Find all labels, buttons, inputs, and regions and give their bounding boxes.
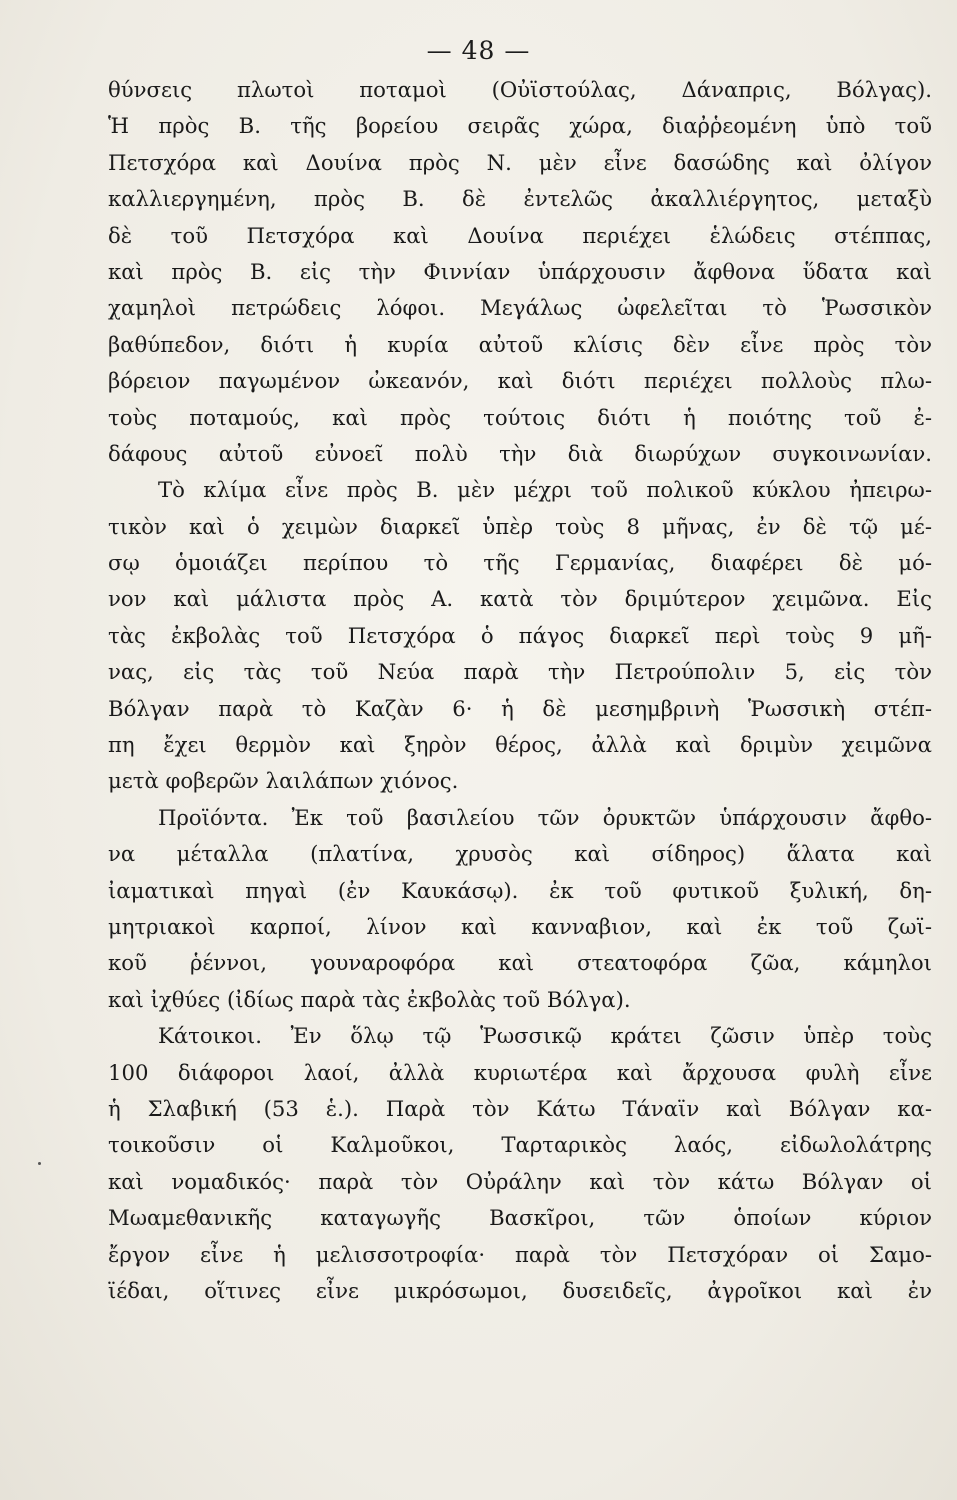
text-line: ἔργον εἶνε ἡ μελισσοτροφία· παρὰ τὸν Πετσχόραν οἱ Σαμο- xyxy=(108,1241,932,1267)
text-line: θύνσεις πλωτοὶ ποταμοὶ (Οὐϊστούλας, Δάναπρις, Βόλγας). xyxy=(108,77,932,102)
text-line: 100 διάφοροι λαοί, ἀλλὰ κυριωτέρα καὶ ἄρχουσα φυλὴ εἶνε xyxy=(108,1059,932,1085)
text-line: κοῦ ῥέννοι, γουναροφόρα καὶ στεατοφόρα ζῶα, κάμηλοι xyxy=(108,950,932,976)
text-line: Τὸ κλίμα εἶνε πρὸς Β. μὲν μέχρι τοῦ πολικοῦ κύκλου ἠπειρω- xyxy=(158,477,932,503)
text-line: καὶ πρὸς Β. εἰς τὴν Φιννίαν ὑπάρχουσιν ἄφθονα ὕδατα καὶ xyxy=(108,258,932,284)
text-line: Μωαμεθανικῆς καταγωγῆς Βασκῖροι, τῶν ὁποίων κύριον xyxy=(108,1205,932,1231)
page-number: — 48 — xyxy=(426,36,531,65)
text-line: Προϊόντα. Ἐκ τοῦ βασιλείου τῶν ὀρυκτῶν ὑπάρχουσιν ἄφθο- xyxy=(158,804,932,830)
text-line: μετὰ φοβερῶν λαιλάπων χιόνος. xyxy=(108,768,459,794)
text-line: δάφους αὐτοῦ εὐνοεῖ πολὺ τὴν διὰ διωρύχων συγκοινωνίαν. xyxy=(108,440,932,466)
text-line: νον καὶ μάλιστα πρὸς Α. κατὰ τὸν δριμύτερον χειμῶνα. Εἰς xyxy=(108,586,932,612)
text-line: καὶ νομαδικός· παρὰ τὸν Οὐράλην καὶ τὸν κάτω Βόλγαν οἱ xyxy=(108,1168,932,1194)
text-line: ἰαματικαὶ πηγαὶ (ἐν Καυκάσῳ). ἐκ τοῦ φυτικοῦ ξυλική, δη- xyxy=(108,877,932,903)
text-line: καὶ ἰχθύες (ἰδίως παρὰ τὰς ἐκβολὰς τοῦ Βόλγα). xyxy=(108,986,631,1012)
text-line: καλλιεργημένη, πρὸς Β. δὲ ἐντελῶς ἀκαλλιέργητος, μεταξὺ xyxy=(108,186,932,212)
text-line: Βόλγαν παρὰ τὸ Καζὰν 6· ἡ δὲ μεσημβρινὴ Ῥωσσικὴ στέπ- xyxy=(108,695,932,721)
text-line: να μέταλλα (πλατίνα, χρυσὸς καὶ σίδηρος) ἅλατα καὶ xyxy=(108,841,932,867)
text-line: μητριακοὶ καρποί, λίνον καὶ κανναβιον, καὶ ἐκ τοῦ ζωϊ- xyxy=(108,913,932,939)
text-line: χαμηλοὶ πετρώδεις λόφοι. Μεγάλως ὠφελεῖται τὸ Ῥωσσικὸν xyxy=(108,295,932,321)
text-line: βαθύπεδον, διότι ἡ κυρία αὐτοῦ κλίσις δὲν εἶνε πρὸς τὸν xyxy=(108,331,932,357)
text-line: Ἡ πρὸς Β. τῆς βορείου σειρᾶς χώρα, διαῤῥεομένη ὑπὸ τοῦ xyxy=(108,113,932,139)
text-line: πη ἔχει θερμὸν καὶ ξηρὸν θέρος, ἀλλὰ καὶ δριμὺν χειμῶνα xyxy=(108,732,932,758)
text-line: τικὸν καὶ ὁ χειμὼν διαρκεῖ ὑπὲρ τοὺς 8 μῆνας, ἐν δὲ τῷ μέ- xyxy=(108,513,932,539)
body-text xyxy=(108,72,932,1309)
text-line: νας, εἰς τὰς τοῦ Νεύα παρὰ τὴν Πετρούπολιν 5, εἰς τὸν xyxy=(108,659,932,685)
text-line: δὲ τοῦ Πετσχόρα καὶ Δουίνα περιέχει ἑλώδεις στέππας, xyxy=(108,222,932,248)
text-line: τοὺς ποταμούς, καὶ πρὸς τούτοις διότι ἡ ποιότης τοῦ ἐ- xyxy=(108,404,932,430)
text-line: Κάτοικοι. Ἐν ὅλῳ τῷ Ῥωσσικῷ κράτει ζῶσιν ὑπὲρ τοὺς xyxy=(158,1023,932,1049)
text-line: τοικοῦσιν οἱ Καλμοῦκοι, Ταρταρικὸς λαός, εἰδωλολάτρης xyxy=(108,1132,932,1158)
text-line: Πετσχόρα καὶ Δουίνα πρὸς Ν. μὲν εἶνε δασώδης καὶ ὀλίγον xyxy=(108,149,932,175)
ink-speck xyxy=(38,1162,41,1165)
text-line: τὰς ἐκβολὰς τοῦ Πετσχόρα ὁ πάγος διαρκεῖ περὶ τοὺς 9 μῆ- xyxy=(108,622,932,648)
text-line: ϊέδαι, οἵτινες εἶνε μικρόσωμοι, δυσειδεῖς, ἀγροῖκοι καὶ ἐν xyxy=(108,1277,932,1303)
text-line: βόρειον παγωμένον ὠκεανόν, καὶ διότι περιέχει πολλοὺς πλω- xyxy=(108,368,932,394)
text-line: σῳ ὁμοιάζει περίπου τὸ τῆς Γερμανίας, διαφέρει δὲ μό- xyxy=(108,550,932,576)
text-line: ἡ Σλαβική (53 ἑ.). Παρὰ τὸν Κάτω Τάναϊν καὶ Βόλγαν κα- xyxy=(108,1095,932,1121)
